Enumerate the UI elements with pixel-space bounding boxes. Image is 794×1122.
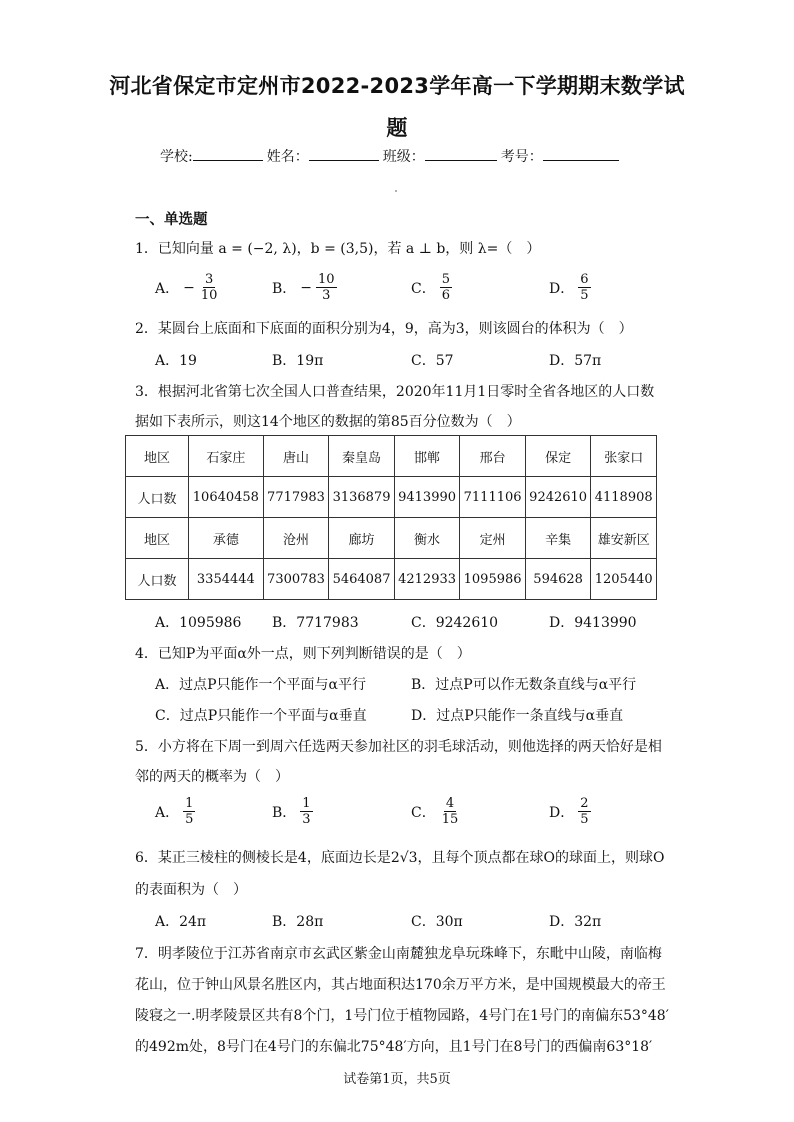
table-cell: 7111106 (460, 477, 526, 518)
table-cell: 人口数 (126, 559, 189, 600)
denominator: 5 (580, 812, 589, 827)
q2-option-c: C．57 (411, 353, 454, 369)
q4-option-c: C．过点P只能作一个平面与α垂直 (155, 708, 367, 724)
option-sign: − (300, 279, 313, 296)
name-label: 姓名： (266, 149, 309, 165)
option-label: A． (155, 280, 180, 297)
option-label: D． (549, 280, 575, 297)
question-3-line1: 3．根据河北省第七次全国人口普查结果，2020年11月1日零时全省各地区的人口数 (135, 384, 655, 400)
table-cell: 7717983 (263, 477, 329, 518)
q5-option-c (411, 796, 460, 827)
table-cell: 定州 (460, 518, 526, 559)
page-footer: 试卷第1页，共5页 (343, 1072, 451, 1087)
section-heading: 一、单选题 (135, 212, 208, 228)
option-label: C． (411, 804, 436, 821)
q2-option-b: B．19π (272, 353, 324, 369)
school-blank (193, 146, 263, 161)
question-3-line2: 据如下表所示，则这14个地区的数据的第85百分位数为（ ） (135, 414, 521, 430)
table-cell: 5464087 (329, 559, 395, 600)
q4-option-b: B．过点P可以作无数条直线与α平行 (411, 677, 637, 693)
denominator: 15 (441, 812, 459, 827)
fraction (440, 272, 452, 303)
class-blank (425, 146, 497, 161)
denominator: 3 (322, 288, 331, 303)
student-info-row (160, 146, 623, 166)
decorative-dot (395, 190, 397, 192)
question-2: 2．某圆台上底面和下底面的面积分别为4，9，高为3，则该圆台的体积为（ ） (135, 321, 633, 337)
question-1: 1．已知向量 a = (−2, λ)，b = (3,5)，若 a ⊥ b，则 λ=（ ） (135, 241, 541, 257)
question-6-line2: 的表面积为（ ） (135, 882, 247, 898)
q5-option-b (272, 796, 313, 827)
q2-option-d: D．57π (549, 353, 602, 369)
numerator: 1 (302, 796, 311, 811)
exam-no-label: 考号： (500, 149, 543, 165)
numerator: 6 (580, 272, 589, 287)
q3-option-d: D．9413990 (549, 615, 637, 631)
table-cell: 衡水 (394, 518, 460, 559)
table-cell: 9242610 (525, 477, 591, 518)
table-cell: 594628 (525, 559, 591, 600)
numerator: 4 (445, 796, 455, 811)
fraction (300, 796, 312, 827)
table-cell: 保定 (525, 436, 591, 477)
denominator: 5 (185, 812, 194, 827)
table-cell: 4118908 (591, 477, 657, 518)
q5-option-a (155, 796, 195, 827)
question-7-line4: 的492m处，8号门在4号门的东偏北75°48′方向，且1号门在8号门的西偏南63°18′ (135, 1039, 653, 1055)
option-label: C． (411, 280, 436, 297)
denominator: 5 (580, 288, 589, 303)
question-5-options (155, 796, 655, 832)
table-row (126, 436, 657, 477)
table-cell: 3136879 (329, 477, 395, 518)
question-7-line2: 花山，位于钟山风景名胜区内，其占地面积达170余万平方米，是中国规模最大的帝王 (135, 977, 666, 993)
table-cell: 3354444 (189, 559, 264, 600)
q6-option-d: D．32π (549, 914, 602, 930)
fraction (183, 796, 195, 827)
table-cell: 石家庄 (189, 436, 264, 477)
numerator: 1 (185, 796, 194, 811)
fraction (578, 796, 590, 827)
table-cell: 辛集 (525, 518, 591, 559)
option-label: A． (155, 804, 180, 821)
denominator: 3 (302, 812, 311, 827)
q1-option-a (155, 272, 219, 303)
table-cell: 张家口 (591, 436, 657, 477)
q6-option-c: C．30π (411, 914, 463, 930)
q1-option-c (411, 272, 452, 303)
q4-option-a: A．过点P只能作一个平面与α平行 (155, 677, 366, 693)
table-cell: 秦皇岛 (329, 436, 395, 477)
denominator: 10 (200, 288, 218, 303)
numerator: 3 (204, 272, 214, 287)
table-row (126, 559, 657, 600)
table-cell: 邯郸 (394, 436, 460, 477)
fraction (199, 272, 220, 303)
table-row (126, 518, 657, 559)
fraction (440, 796, 461, 827)
exam-no-blank (543, 146, 619, 161)
exam-title-line1: 河北省保定市定州市2022-2023学年高一下学期期末数学试 (109, 74, 685, 98)
numerator: 5 (441, 272, 450, 287)
table-cell: 邢台 (460, 436, 526, 477)
fraction (316, 272, 337, 303)
q4-option-d: D．过点P只能作一条直线与α垂直 (411, 708, 624, 724)
name-blank (309, 146, 379, 161)
table-row (126, 477, 657, 518)
question-6-line1: 6．某正三棱柱的侧棱长是4，底面边长是2√3，且每个顶点都在球O的球面上，则球O (135, 850, 665, 866)
class-label: 班级： (382, 149, 425, 165)
option-label: B． (272, 280, 297, 297)
q6-option-b: B．28π (272, 914, 324, 930)
table-cell: 1095986 (460, 559, 526, 600)
numerator: 10 (318, 272, 335, 287)
table-cell: 10640458 (189, 477, 264, 518)
exam-title-line2: 题 (386, 116, 408, 140)
denominator: 6 (441, 288, 450, 303)
table-cell: 唐山 (263, 436, 329, 477)
table-cell: 地区 (126, 436, 189, 477)
table-cell: 4212933 (394, 559, 460, 600)
question-5-line2: 邻的两天的概率为（ ） (135, 769, 289, 785)
table-cell: 沧州 (263, 518, 329, 559)
q6-option-a: A．24π (155, 914, 207, 930)
table-cell: 地区 (126, 518, 189, 559)
table-cell: 雄安新区 (591, 518, 657, 559)
table-cell: 9413990 (394, 477, 460, 518)
fraction (578, 272, 590, 303)
table-cell: 1205440 (591, 559, 657, 600)
question-5-line1: 5．小方将在下周一到周六任选两天参加社区的羽毛球活动，则他选择的两天恰好是相 (135, 739, 662, 755)
q1-option-d (549, 272, 591, 303)
option-sign: − (183, 279, 195, 296)
table-cell: 人口数 (126, 477, 189, 518)
question-7-line1: 7．明孝陵位于江苏省南京市玄武区紫金山南麓独龙阜玩珠峰下，东毗中山陵，南临梅 (135, 946, 662, 962)
question-4: 4．已知P为平面α外一点，则下列判断错误的是（ ） (135, 646, 471, 662)
numerator: 2 (580, 796, 589, 811)
q5-option-d (549, 796, 591, 827)
option-label: B． (272, 804, 297, 821)
table-cell: 7300783 (263, 559, 329, 600)
question-7-line3: 陵寝之一.明孝陵景区共有8个门，1号门位于植物园路，4号门在1号门的南偏东53°48′ (135, 1008, 669, 1024)
question-1-options (155, 272, 655, 308)
q3-option-b: B．7717983 (272, 615, 359, 631)
q3-option-c: C．9242610 (411, 615, 499, 631)
q2-option-a: A．19 (155, 353, 197, 369)
school-label: 学校: (160, 149, 193, 165)
table-cell: 承德 (189, 518, 264, 559)
q3-option-a: A．1095986 (155, 615, 242, 631)
table-cell: 廊坊 (329, 518, 395, 559)
option-label: D． (549, 804, 575, 821)
population-table (125, 435, 657, 600)
q1-option-b (272, 272, 337, 303)
